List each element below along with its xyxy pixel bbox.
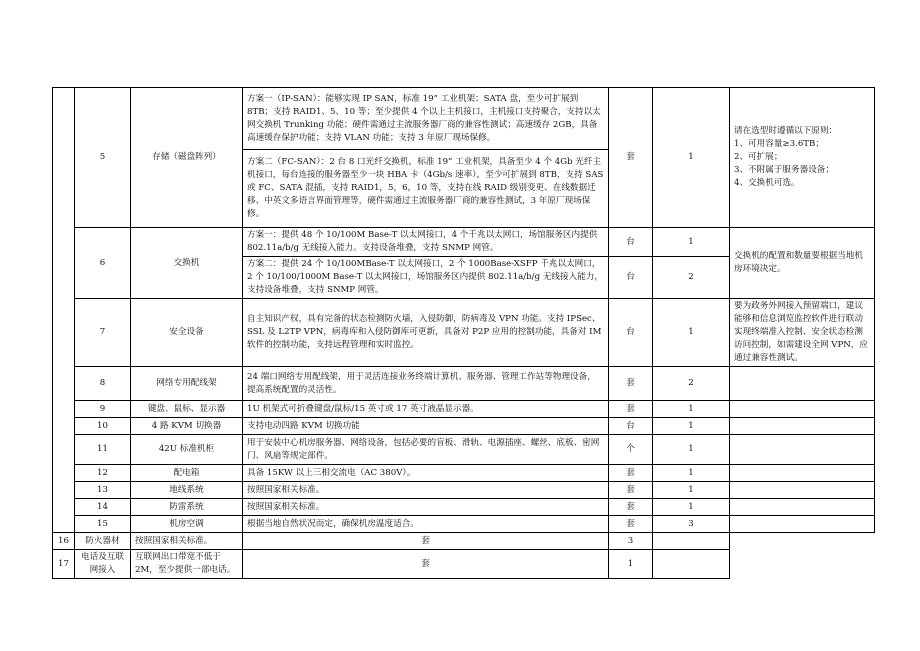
table-row [53, 550, 875, 579]
item-unit: 个 [609, 435, 653, 465]
row-number: 15 [75, 516, 131, 533]
item-unit: 套 [609, 367, 653, 401]
row-number: 14 [75, 499, 131, 516]
item-quantity: 1 [653, 435, 730, 465]
note-line: 4、交换机可选。 [734, 178, 800, 188]
item-unit: 台 [609, 299, 653, 367]
equipment-table [52, 87, 875, 579]
row-number: 13 [75, 482, 131, 499]
item-description: 24 端口网络专用配线架，用于灵活连接业务终端计算机、服务器、管理工作站等物理设备，提高系统配置的灵活性。 [243, 367, 609, 401]
item-description: 用于安装中心机房服务器、网络设备，包括必要的盲板、滑轨、电源插座、螺丝、底板、密网门、风扇等规定部件。 [243, 435, 609, 465]
item-name: 地线系统 [131, 482, 243, 499]
item-quantity: 1 [653, 465, 730, 482]
note-line: 请在选型时遵循以下原则： [734, 126, 838, 136]
item-unit: 套 [609, 499, 653, 516]
item-quantity: 3 [609, 533, 653, 550]
row-number: 16 [53, 533, 75, 550]
table-row [53, 367, 875, 401]
table-row [53, 499, 875, 516]
item-description: 方案二（FC-SAN）：2 台 8 口光纤交换机，标准 19” 工业机架，具备至少 4 个 4Gb 光纤主机接口，每台连接的服务器至少一块 HBA 卡（4Gb/s 速率），至少可扩展到 8TB，支持 SAS 或 FC、SATA 混插，支持 RAID1，5，6，10 等，支持在线 RAID 级别变更、在线数据迁移、中英文多语言界面管理等，硬件需通过主流服务器厂商的兼容性测试，3 年原厂现场保修。 [243, 150, 609, 228]
table-row [53, 482, 875, 499]
item-note [730, 465, 875, 482]
item-description: 互联网出口带宽不低于 2M，至少提供一部电话。 [131, 550, 243, 579]
item-note [653, 550, 730, 579]
row-number: 9 [75, 401, 131, 418]
item-unit: 套 [243, 533, 609, 550]
item-note [730, 435, 875, 465]
item-quantity: 2 [653, 367, 730, 401]
item-description: 支持电动四路 KVM 切换功能 [243, 418, 609, 435]
item-name: 存储（磁盘阵列） [131, 88, 243, 228]
item-note [730, 499, 875, 516]
item-description: 方案二：提供 24 个 10/100MBase-T 以太网接口，2 个 1000Base-XSFP 千兆以太网口，2 个 10/100/1000M Base-T 以太网接口，场馆服务区内提供 802.11a/b/g 无线接入能力，支持设备堆叠，支持 SNMP 网管。 [243, 257, 609, 299]
row-number: 11 [75, 435, 131, 465]
item-name: 电话及互联网接入 [75, 550, 131, 579]
item-note [730, 482, 875, 499]
item-description: 按照国家相关标准。 [243, 499, 609, 516]
left-margin-cell [53, 88, 75, 533]
item-description: 1U 机架式可折叠键盘/鼠标/15 英寸或 17 英寸液晶显示器。 [243, 401, 609, 418]
item-note: 交换机的配置和数量要根据当地机房环境决定。 [730, 228, 875, 299]
row-number: 8 [75, 367, 131, 401]
item-note [730, 401, 875, 418]
item-unit: 台 [609, 257, 653, 299]
item-name: 防雷系统 [131, 499, 243, 516]
note-line: 3、不附属于服务器设备； [734, 165, 834, 175]
item-unit: 台 [609, 228, 653, 257]
row-number: 12 [75, 465, 131, 482]
row-number: 10 [75, 418, 131, 435]
row-number: 5 [75, 88, 131, 228]
item-note: 要为政务外网接入预留端口，建议能够和信息浏览监控软件进行联动实现终端准入控制、安全状态检测访问控制，如需建设全网 VPN，应通过兼容性测试。 [730, 299, 875, 367]
item-quantity: 2 [653, 257, 730, 299]
table-row [53, 465, 875, 482]
item-unit: 台 [609, 418, 653, 435]
table-row [53, 401, 875, 418]
item-quantity: 1 [653, 228, 730, 257]
item-description: 方案一：提供 48 个 10/100M Base-T 以太网接口，4 个千兆以太网口，场馆服务区内提供 802.11a/b/g 无线接入能力。支持设备堆叠，支持 SNMP 网管。 [243, 228, 609, 257]
item-name: 键盘、鼠标、显示器 [131, 401, 243, 418]
item-note [730, 418, 875, 435]
item-name: 4 路 KVM 切换器 [131, 418, 243, 435]
item-unit: 套 [609, 88, 653, 228]
item-name: 交换机 [131, 228, 243, 299]
item-note [730, 516, 875, 533]
item-description: 根据当地自然状况而定，确保机房温度适合。 [243, 516, 609, 533]
item-unit: 套 [609, 401, 653, 418]
item-name: 机房空调 [131, 516, 243, 533]
item-quantity: 3 [653, 516, 730, 533]
item-unit: 套 [243, 550, 609, 579]
item-note [653, 533, 730, 550]
item-unit: 套 [609, 516, 653, 533]
row-number: 17 [53, 550, 75, 579]
note-line: 2、可扩展； [734, 152, 783, 162]
row-number: 6 [75, 228, 131, 299]
item-description: 按照国家相关标准。 [243, 482, 609, 499]
item-name: 防火器材 [75, 533, 131, 550]
table-row [53, 533, 875, 550]
item-description: 自主知识产权，具有完备的状态检测防火墙，入侵防御，防病毒及 VPN 功能。支持 IPSec、SSL 及 L2TP VPN，病毒库和入侵防御库可更新，具备对 P2P 应用的控制功能，具备对 IM 软件的控制功能，支持远程管理和实时监控。 [243, 299, 609, 367]
item-name: 安全设备 [131, 299, 243, 367]
item-note [730, 367, 875, 401]
item-name: 配电箱 [131, 465, 243, 482]
table-row [53, 228, 875, 257]
item-quantity: 1 [653, 499, 730, 516]
item-quantity: 1 [653, 418, 730, 435]
item-description: 按照国家相关标准。 [131, 533, 243, 550]
item-description: 具备 15KW 以上三相交流电（AC 380V）。 [243, 465, 609, 482]
item-unit: 套 [609, 465, 653, 482]
table-row [53, 418, 875, 435]
item-name: 网络专用配线架 [131, 367, 243, 401]
item-description: 方案一（IP-SAN）：能够实现 IP SAN，标准 19” 工业机架；SATA 盘，至少可扩展到 8TB；支持 RAID1、5、10 等；至少提供 4 个以上主机接口，主机接口支持聚合，支持以太网交换机 Trunking 功能；硬件需通过主流服务器厂商的兼容性测试；高速缓存 2GB，具备高速缓存保护功能；支持 VLAN 功能；支持 3 年原厂现场保修。 [243, 88, 609, 150]
item-quantity: 1 [653, 482, 730, 499]
table-row [53, 299, 875, 367]
item-name: 42U 标准机柜 [131, 435, 243, 465]
row-number: 7 [75, 299, 131, 367]
table-row [53, 435, 875, 465]
note-line: 1、可用容量≥3.6TB； [734, 139, 824, 149]
item-quantity: 1 [653, 299, 730, 367]
table-row [53, 516, 875, 533]
item-note [730, 88, 875, 228]
table-row [53, 88, 875, 150]
item-unit: 套 [609, 482, 653, 499]
item-quantity: 1 [609, 550, 653, 579]
item-quantity: 1 [653, 88, 730, 228]
item-quantity: 1 [653, 401, 730, 418]
